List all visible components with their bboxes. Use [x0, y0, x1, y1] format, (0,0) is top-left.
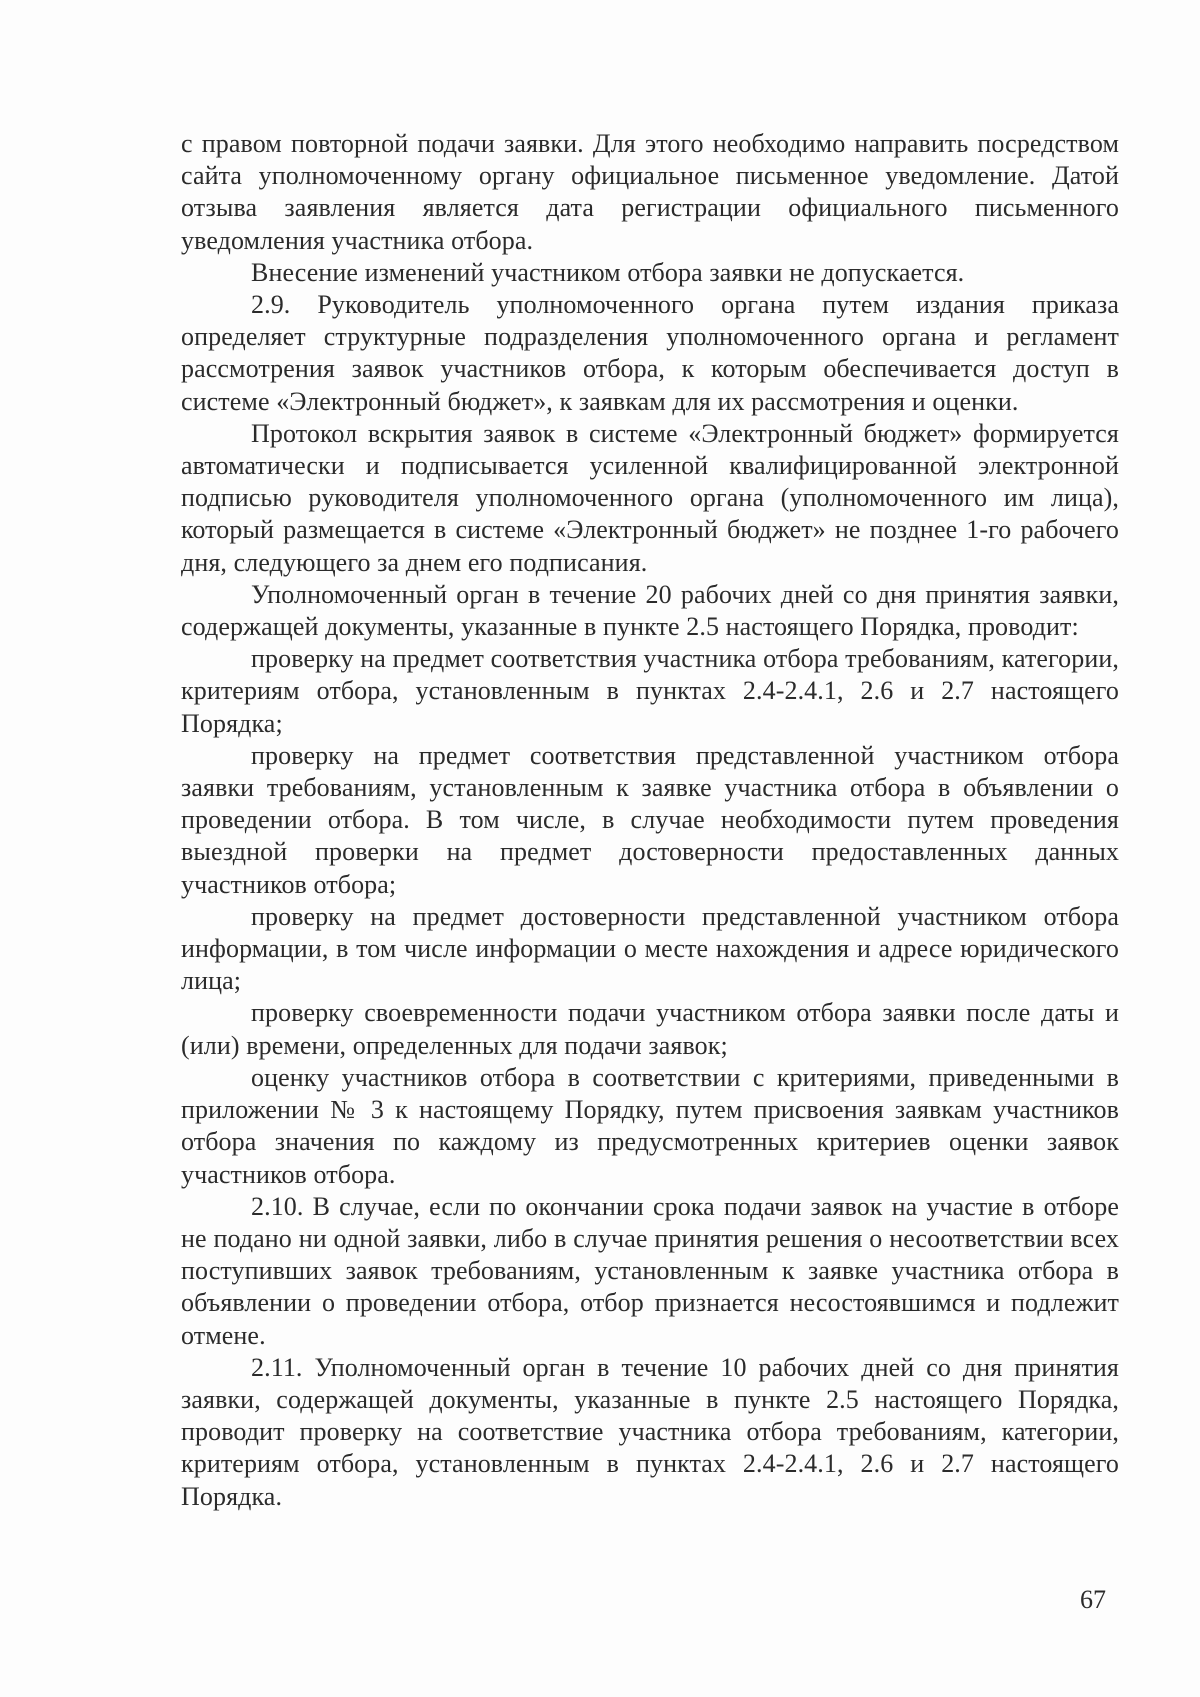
paragraph-protocol: Протокол вскрытия заявок в системе «Электронный бюджет» формируется автоматически и подписывается усиленной квалифицированной электронной подписью руководителя уполномоченного органа (уполномоченного им лица), который размещается в системе «Электронный бюджет» не позднее 1-го рабочего дня, следующего за днем его подписания.: [181, 418, 1119, 577]
list-item-check-application: проверку на предмет соответствия представленной участником отбора заявки требованиям, установленным к заявке участника отбора в объявлении о проведении отбора. В том числе, в случае необходимости путем проведения выездной проверки на предмет достоверности предоставленных данных участников отбора;: [181, 740, 1119, 899]
list-item-check-timeliness: проверку своевременности подачи участником отбора заявки после даты и (или) времени, определенных для подачи заявок;: [181, 998, 1119, 1060]
paragraph-2-10: 2.10. В случае, если по окончании срока подачи заявок на участие в отборе не подано ни одной заявки, либо в случае принятия решения о несоответствии всех поступивших заявок требованиям, установленным к заявке участника отбора в объявлении о проведении отбора, отбор признается несостоявшимся и подлежит отмене.: [181, 1191, 1119, 1350]
page-number: 67: [1080, 1585, 1106, 1614]
document-body: [181, 128, 1119, 1513]
list-item-check-requirements: проверку на предмет соответствия участника отбора требованиям, категории, критериям отбора, установленным в пунктах 2.4-2.4.1, 2.6 и 2.7 настоящего Порядка;: [181, 644, 1119, 738]
paragraph-withdrawal-notice: с правом повторной подачи заявки. Для этого необходимо направить посредством сайта уполномоченному органу официальное письменное уведомление. Датой отзыва заявления является дата регистрации официального письменного уведомления участника отбора.: [181, 129, 1119, 255]
list-item-check-reliability: проверку на предмет достоверности представленной участником отбора информации, в том числе информации о месте нахождения и адресе юридического лица;: [181, 901, 1119, 996]
list-item-evaluation: оценку участников отбора в соответствии с критериями, приведенными в приложении № 3 к настоящему Порядку, путем присвоения заявкам участников отбора значения по каждому из предусмотренных критериев оценки заявок участников отбора.: [181, 1062, 1119, 1189]
paragraph-2-9: 2.9. Руководитель уполномоченного органа путем издания приказа определяет структурные подразделения уполномоченного органа и регламент рассмотрения заявок участников отбора, к которым обеспечивается доступ в системе «Электронный бюджет», к заявкам для их рассмотрения и оценки.: [181, 290, 1119, 416]
paragraph-no-changes: Внесение изменений участником отбора заявки не допускается.: [251, 257, 965, 287]
paragraph-2-11: 2.11. Уполномоченный орган в течение 10 рабочих дней со дня принятия заявки, содержащей документы, указанные в пункте 2.5 настоящего Порядка, проводит проверку на соответствие участника отбора требованиям, категории, критериям отбора, установленным в пунктах 2.4-2.4.1, 2.6 и 2.7 настоящего Порядка.: [181, 1352, 1119, 1511]
paragraph-review-intro: Уполномоченный орган в течение 20 рабочих дней со дня принятия заявки, содержащей документы, указанные в пункте 2.5 настоящего Порядка, проводит:: [181, 579, 1119, 642]
